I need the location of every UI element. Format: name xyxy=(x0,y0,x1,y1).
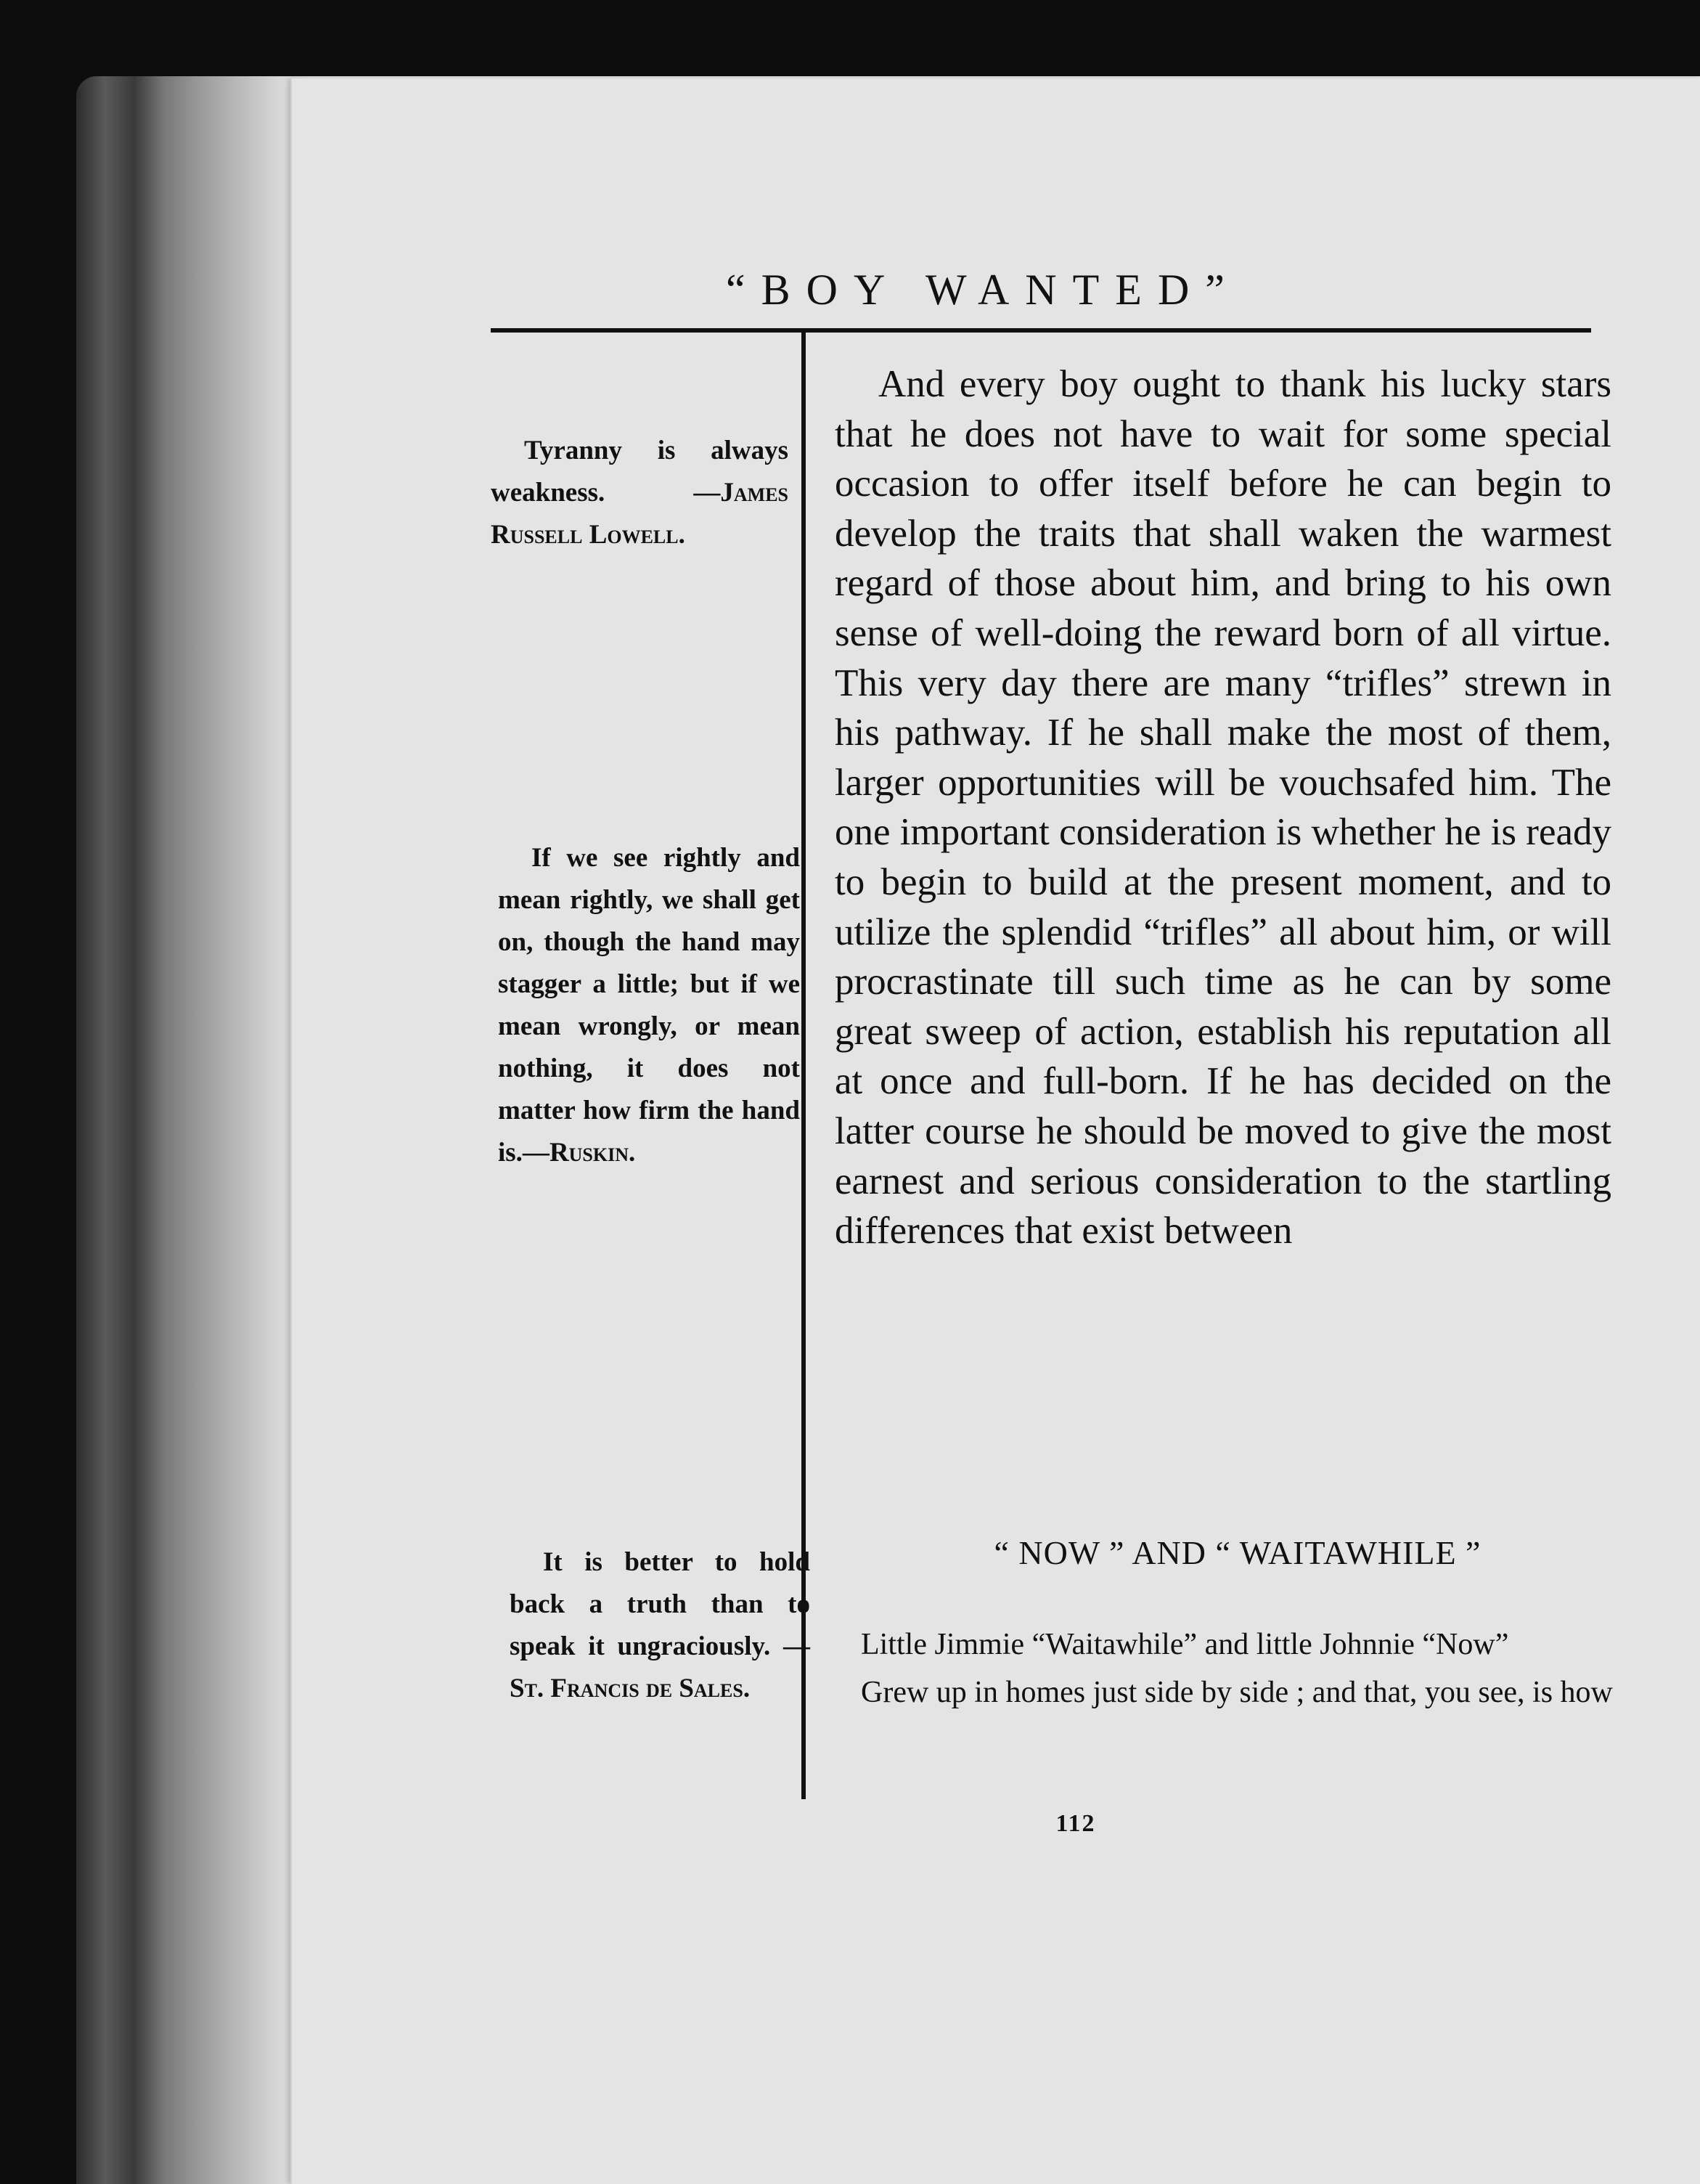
quote-text: It is better to hold back a truth than to speak it ungraciously. — xyxy=(510,1547,810,1661)
header-rule xyxy=(491,328,1591,333)
poem-line: Grew up in homes just side by side ; and that, you see, is how xyxy=(861,1676,1613,1709)
margin-quote xyxy=(491,430,788,556)
main-paragraph: And every boy ought to thank his lucky stars that he does not have to wait for some special occasion to offer itself before he can begin to develop the traits that shall waken the warmest regard of those about him, and bring to his own sense of well-doing the reward born of all virtue. This very day there are many “trifles” strewn in his pathway. If he shall make the most of them, larger opportunities will be vouchsafed him. The one important consideration is whether he is ready to begin to build at the present moment, and to utilize the splendid “trifles” all about him, or will procrastinate till such time as he can by some great sweep of action, establish his reputation all at once and full-born. If he has decided on the latter course he should be moved to give the most earnest and serious consideration to the startling differences that exist between xyxy=(835,363,1611,1252)
quote-author: James Russell Lowell. xyxy=(491,478,788,550)
quote-text: Tyranny is always weakness. — xyxy=(491,436,788,508)
page-number: 112 xyxy=(1055,1810,1096,1837)
quote-author: Ruskin. xyxy=(549,1138,636,1168)
poem-line: Little Jimmie “Waitawhile” and little Johnnie “Now” xyxy=(861,1628,1509,1661)
poem xyxy=(861,1623,1623,1719)
poem-title: “ NOW ” AND “ WAITAWHILE ” xyxy=(994,1534,1482,1571)
quote-text: If we see rightly and mean rightly, we shall get on, though the hand may stagger a little; but if we mean wrongly, or mean nothing, it does not matter how firm the hand is.— xyxy=(498,843,800,1168)
margin-quote xyxy=(510,1541,810,1710)
margin-quote xyxy=(498,837,800,1174)
quote-author: St. Francis de Sales. xyxy=(510,1674,751,1703)
running-head: “BOY WANTED” xyxy=(726,266,1241,314)
